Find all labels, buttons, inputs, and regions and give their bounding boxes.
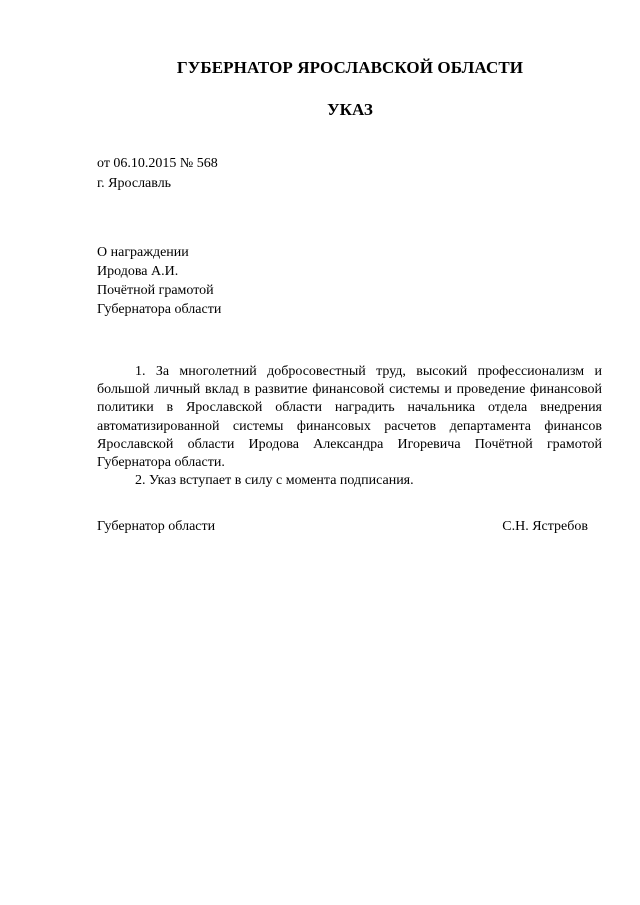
- document-meta: [97, 154, 218, 194]
- signature-name: С.Н. Ястребов: [502, 519, 588, 534]
- signature-block: [97, 519, 588, 535]
- document-header-title: ГУБЕРНАТОР ЯРОСЛАВСКОЙ ОБЛАСТИ: [176, 58, 524, 77]
- subject-line: Губернатора области: [97, 302, 222, 317]
- document-subject: [97, 243, 221, 319]
- subject-line: О награждении: [97, 245, 189, 260]
- document-body: [97, 363, 602, 490]
- body-paragraph: 2. Указ вступает в силу с момента подписания.: [135, 473, 414, 489]
- subject-line: Иродова А.И.: [97, 264, 179, 279]
- place: г. Ярославль: [97, 176, 172, 191]
- subject-line: Почётной грамотой: [97, 283, 214, 298]
- body-paragraph: 1. За многолетний добросовестный труд, высокий профессионализм и большой личный вклад в развитие финансовой системы и проведение финансовой политики в Ярославской области наградить начальника отдела внедрения автоматизированной системы финансовых расчетов департамента финансов Ярославской области Иродова Александра Игоревича Почётной грамотой Губернатора области.: [97, 364, 602, 471]
- date-number: от 06.10.2015 № 568: [97, 156, 218, 171]
- signature-position: Губернатор области: [97, 519, 216, 534]
- document-type: УКАЗ: [327, 100, 373, 119]
